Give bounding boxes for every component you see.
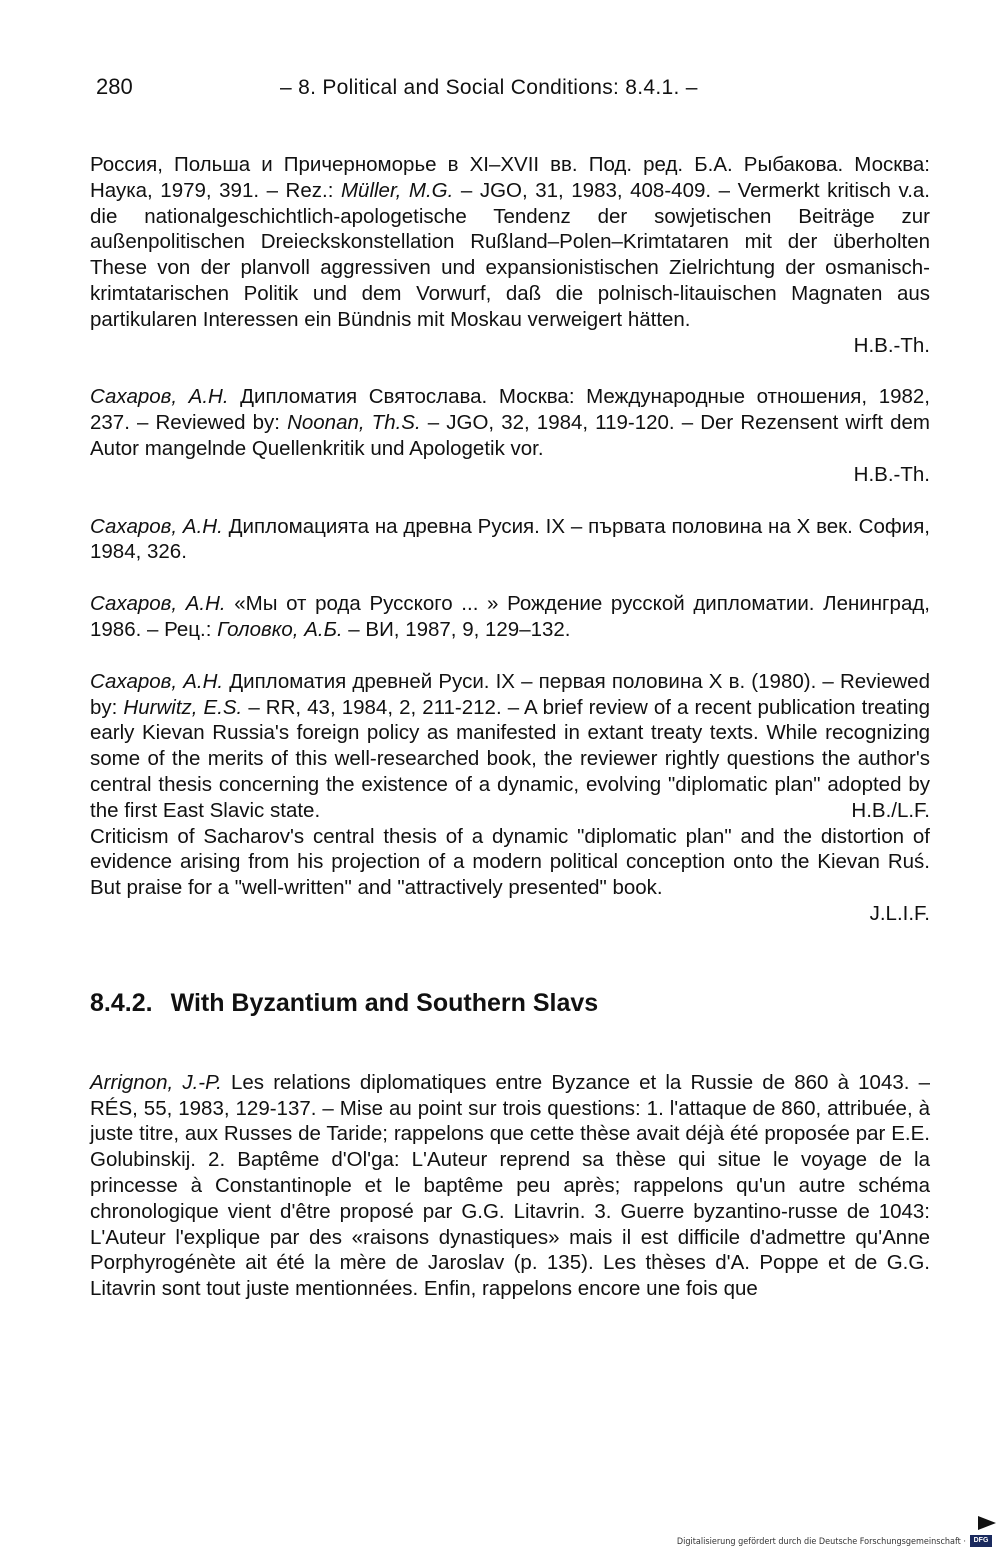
reviewer-name: Hurwitz, E.S. [123, 695, 243, 719]
entry-text: – RR, 43, 1984, 2, 211-212. – A brief review of a recent publication treating early Kievan Russia's foreign policy as manifested in extant treaty texts. While recognizing some of the merits of this well-researched book, the reviewer rightly questions the author's central thesis concerning the existence of a dynamic, evolving "diplomatic plan" adopted by the first East Slavic state. [90, 695, 931, 822]
entry-text: Дипломацията на древна Русия. IX – първата половина на X век. София, 1984, 326. [90, 514, 931, 564]
bibliography-entry [90, 152, 930, 358]
bibliography-entry [90, 1070, 930, 1302]
reviewer-signature: H.B.-Th. [853, 462, 930, 486]
running-head: – 8. Political and Social Conditions: 8.4.1. – [280, 76, 698, 99]
entry-text: Criticism of Sacharov's central thesis of a dynamic "diplomatic plan" and the distortion of evidence arising from his projection of a modern political conception onto the Kievan Ruś. But praise for a "well-written" and "attractively presented" book. [90, 824, 930, 900]
entry-text: – JGO, 32, 1984, 119-120. – Der Rezensent wirft dem Autor mangelnde Quellenkritik und Apologetik vor. [90, 411, 930, 460]
author-name: Сахаров, А.Н. [90, 514, 223, 538]
next-page-arrow-icon[interactable] [978, 1516, 996, 1530]
author-name: Сахаров, А.Н. [90, 592, 226, 616]
author-name: Сахаров, А.Н. [90, 385, 229, 409]
bibliography-entry [90, 384, 930, 487]
reviewer-signature: H.B.-Th. [853, 333, 930, 357]
entry-text: «Мы от рода Русского ... » Рождение русской дипломатии. Ленинград, 1986. – Рец.: [90, 592, 930, 641]
reviewer-name: Müller, M.G. [340, 178, 454, 202]
section-title: With Byzantium and Southern Slavs [170, 988, 599, 1017]
document-body [90, 152, 930, 1328]
author-name: Arrignon, J.-P. [90, 1070, 222, 1094]
section-number: 8.4.2. [90, 988, 153, 1017]
reviewer-signature: H.B./L.F. [851, 798, 930, 822]
bibliography-entry [90, 591, 930, 643]
entry-text: – ВИ, 1987, 9, 129–132. [342, 617, 571, 641]
entry-text: Les relations diplomatiques entre Byzance et la Russie de 860 à 1043. – RÉS, 55, 1983, 129-137. – Mise au point sur trois questions: 1. l'attaque de 860, attribuée, à juste titre, aux Russes de Taride; rappelons que cette thèse avait déjà été proposée par E.E. Golubinskij. 2. Baptême d'Ol'ga: L'Auteur reprend sa thèse qui situe le voyage de la princesse à Constantinople et le baptême peu après; rappelons qu'un autre schéma chronologique vient d'être proposé par G.G. Litavrin. 3. Guerre byzantino-russe de 1043: L'Auteur l'explique par des «raisons dynastiques» mais il est difficile d'admettre qu'Anne Porphyrogénète ait été la mère de Jaroslav (p. 135). Les thèses d'A. Poppe et de G.G. Litavrin sont tout juste mentionnées. Enfin, rappelons encore une fois que [90, 1070, 930, 1301]
author-name: Сахаров, А.Н. [90, 669, 224, 693]
entry-text: Дипломатия древней Руси. IX – первая половина X в. (1980). – Reviewed by: [90, 669, 930, 719]
page-number: 280 [96, 74, 133, 99]
digitization-credit: Digitalisierung gefördert durch die Deutsche Forschungsgemeinschaft · [676, 1537, 966, 1547]
entry-text: Россия, Польша и Причерноморье в XI–XVII вв. Под. ред. Б.А. Рыбакова. Москва: Наука, 1979, 391. – Rez.: [90, 153, 930, 202]
entry-text: Дипломатия Святослава. Москва: Международные отношения, 1982, 237. – Reviewed by: [90, 385, 930, 435]
reviewer-name: Головко, А.Б. [217, 617, 343, 641]
entry-text: – JGO, 31, 1983, 408-409. – Vermerkt kritisch v.a. die nationalgeschichtlich-apologetische Tendenz der sowjetischen Beiträge zur außenpolitischen Dreieckskonstellation Rußland–Polen–Krimtataren mit der überholten These von der planvoll aggressiven und expansionistischen Zielrichtung der osmanisch-krimtatarischen Politik und dem Vorwurf, daß die polnisch-litauischen Magnaten aus partikularen Interessen ein Bündnis mit Moskau verweigert hätten. [90, 178, 931, 331]
section-heading [90, 989, 930, 1018]
reviewer-name: Noonan, Th.S. [287, 411, 421, 435]
dfg-logo: DFG [970, 1535, 992, 1547]
bibliography-entry [90, 514, 930, 566]
reviewer-signature: J.L.I.F. [869, 901, 930, 925]
bibliography-entry [90, 669, 930, 927]
